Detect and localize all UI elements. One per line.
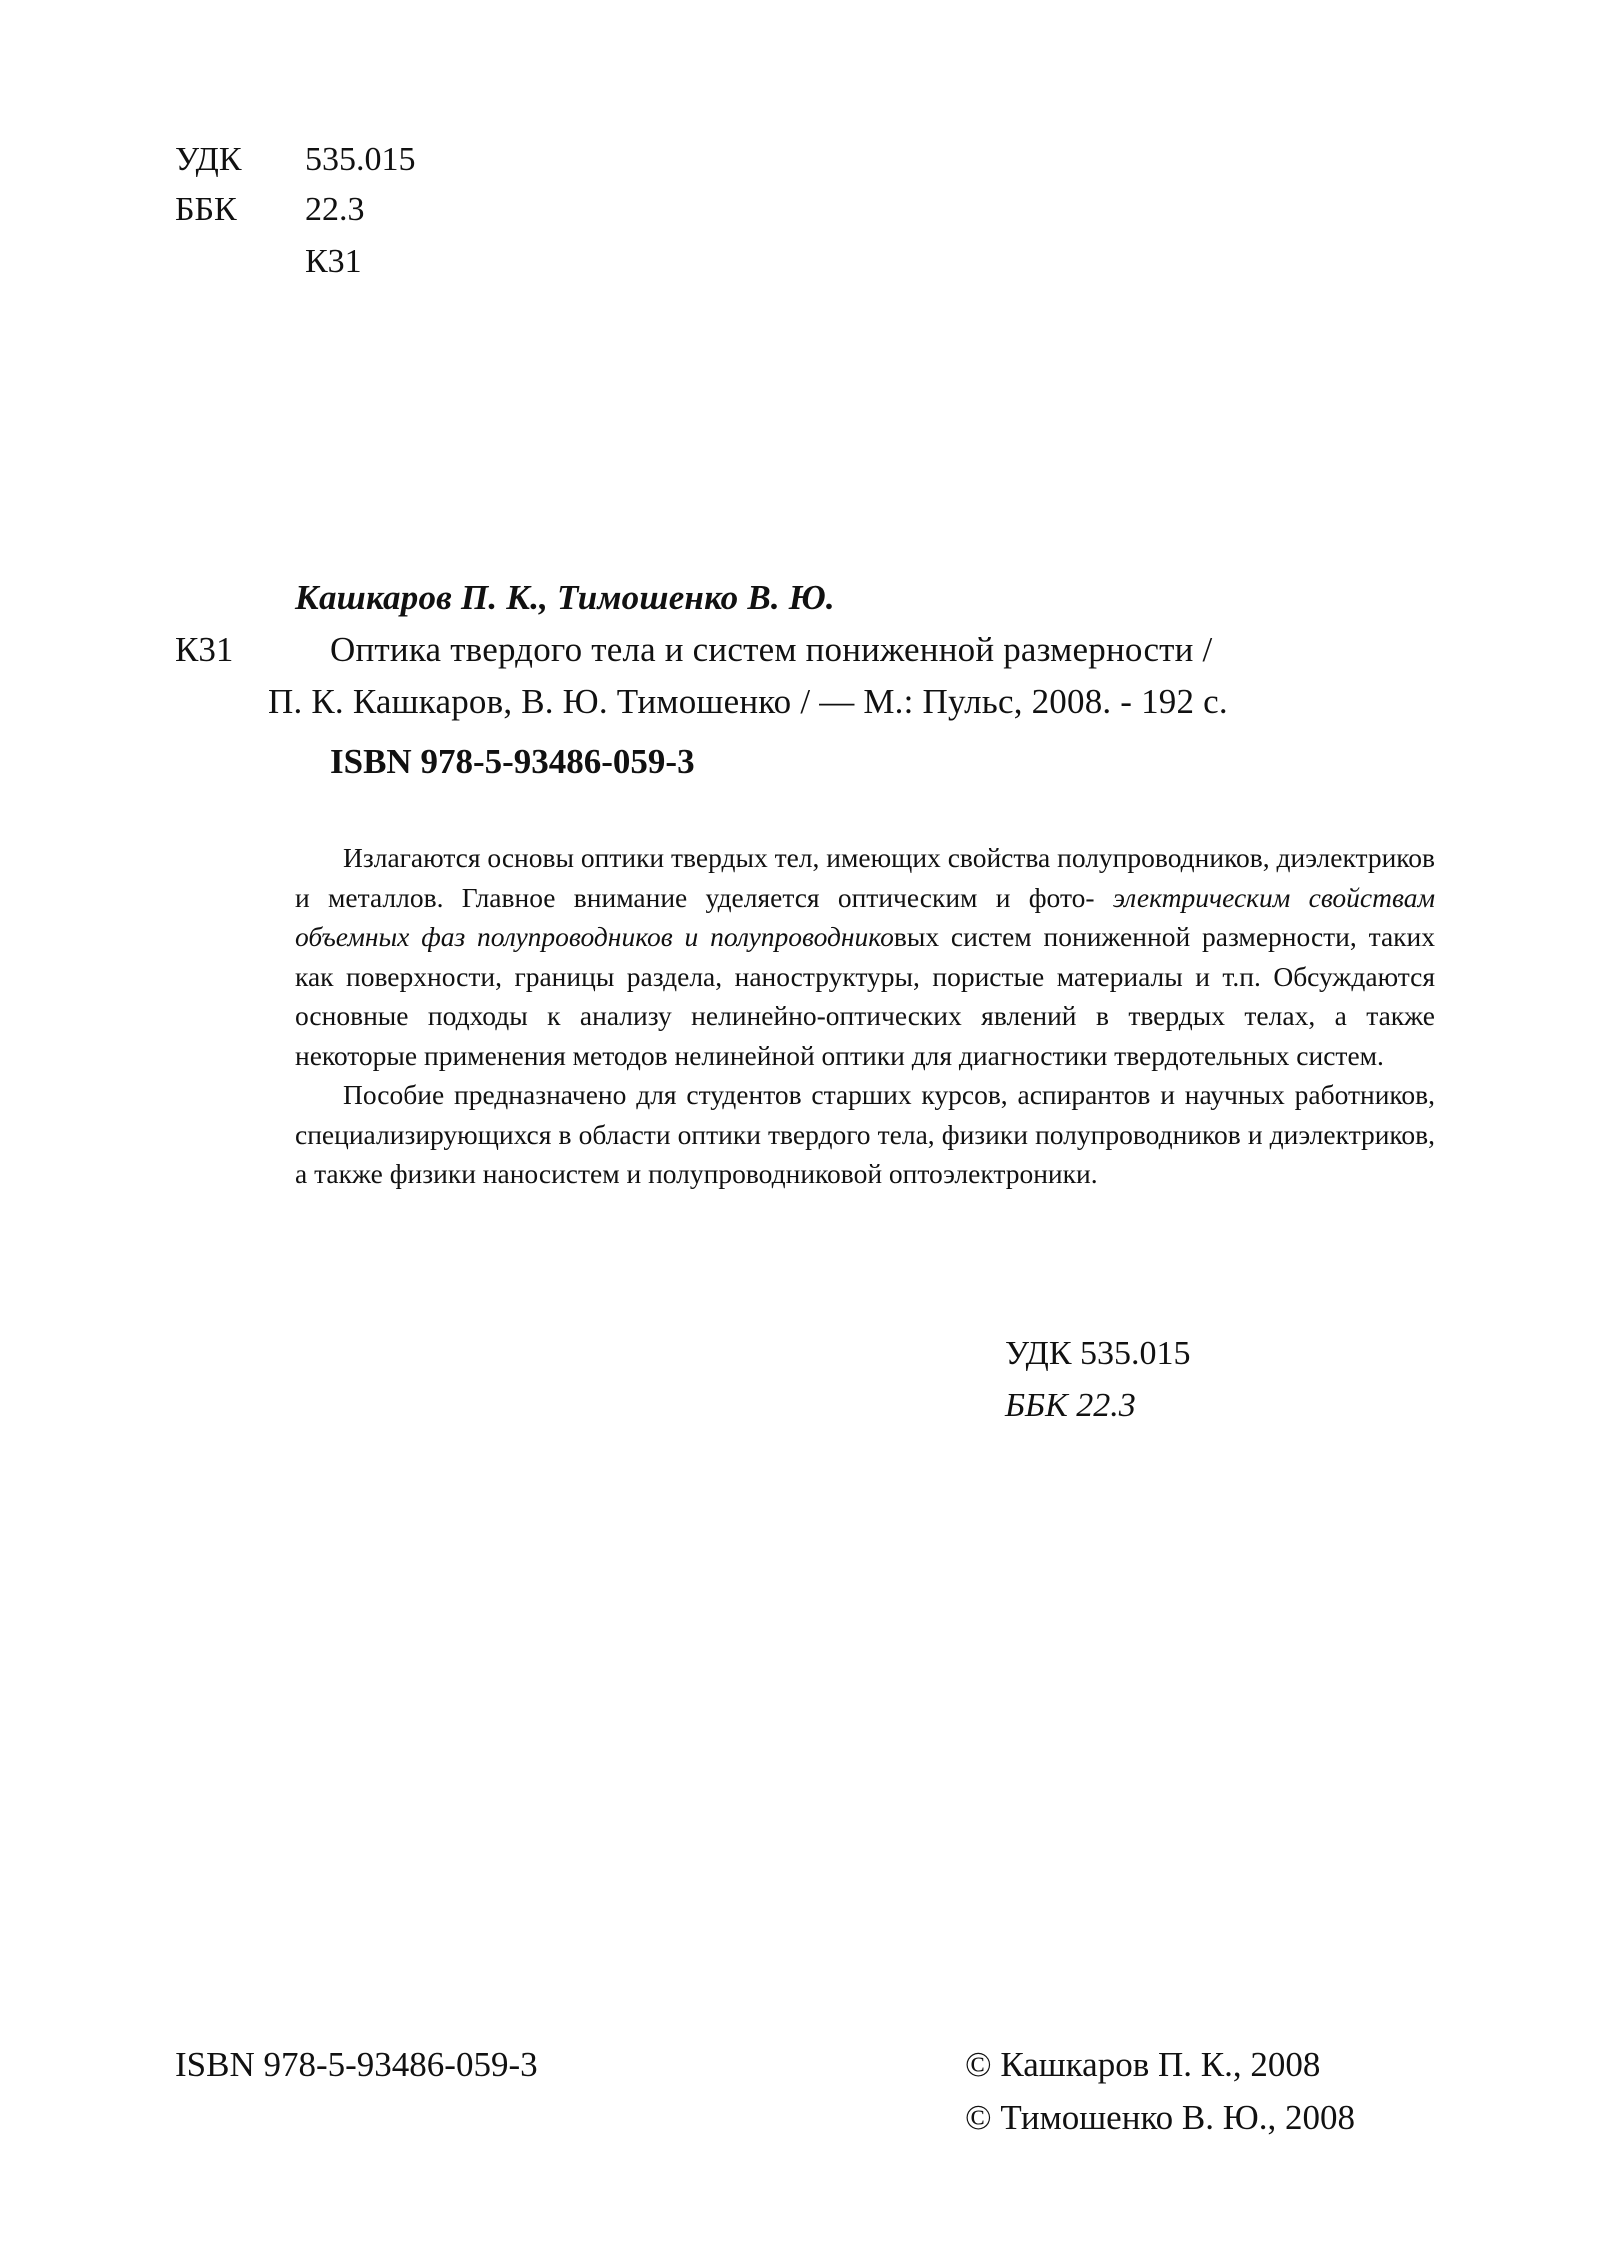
authors-heading: Кашкаров П. К., Тимошенко В. Ю. [295,578,835,617]
isbn-footer: ISBN 978-5-93486-059-3 [175,2045,538,2084]
copyright-line-1: © Кашкаров П. К., 2008 [965,2045,1321,2084]
copyright-line-2: © Тимошенко В. Ю., 2008 [965,2098,1355,2137]
abstract-paragraph-1 [295,838,1435,1075]
bbk-label: ББК [175,191,237,228]
abstract-p1-start: Излагаются основы оптики твердых тел, имеющих свойства полупроводников, диэлектриков и металлов. Главное внимание уделяется оптическим и фото- [295,842,1435,913]
udk-value: 535.015 [305,141,416,178]
catalog-code: К31 [175,630,234,669]
abstract-p1-end: вых систем пониженной размерности, таких как поверхности, границы раздела, наноструктуры, пористые материалы и т.п. Обсуждаются основные подходы к анализу нелинейно-оптических явлений в твердых телах, а также некоторые применения методов нелинейной оптики для диагностики твердотельных систем. [295,921,1435,1071]
udk-label: УДК [175,141,242,178]
abstract [295,838,1435,1194]
abstract-p1-italic: электрическим свойствам объемных фаз полупроводников и полупроводнико [295,881,1436,952]
abstract-paragraph-2: Пособие предназначено для студентов старших курсов, аспирантов и научных работников, специализирующихся в области оптики твердого тела, физики полупроводников и диэлектриков, а также физики наносистем и полупроводниковой оптоэлектроники. [295,1079,1435,1189]
isbn-main: ISBN 978-5-93486-059-3 [330,742,695,781]
udk-code-right: УДК 535.015 [1005,1335,1191,1372]
book-title-line-2: П. К. Кашкаров, В. Ю. Тимошенко / — М.: Пульс, 2008. - 192 с. [268,682,1228,721]
bbk-value: 22.3 [305,191,365,228]
book-title-line-1: Оптика твердого тела и систем пониженной размерности / [330,630,1213,669]
bbk-code-right: ББК 22.3 [1005,1387,1136,1424]
author-mark: К31 [305,243,362,280]
